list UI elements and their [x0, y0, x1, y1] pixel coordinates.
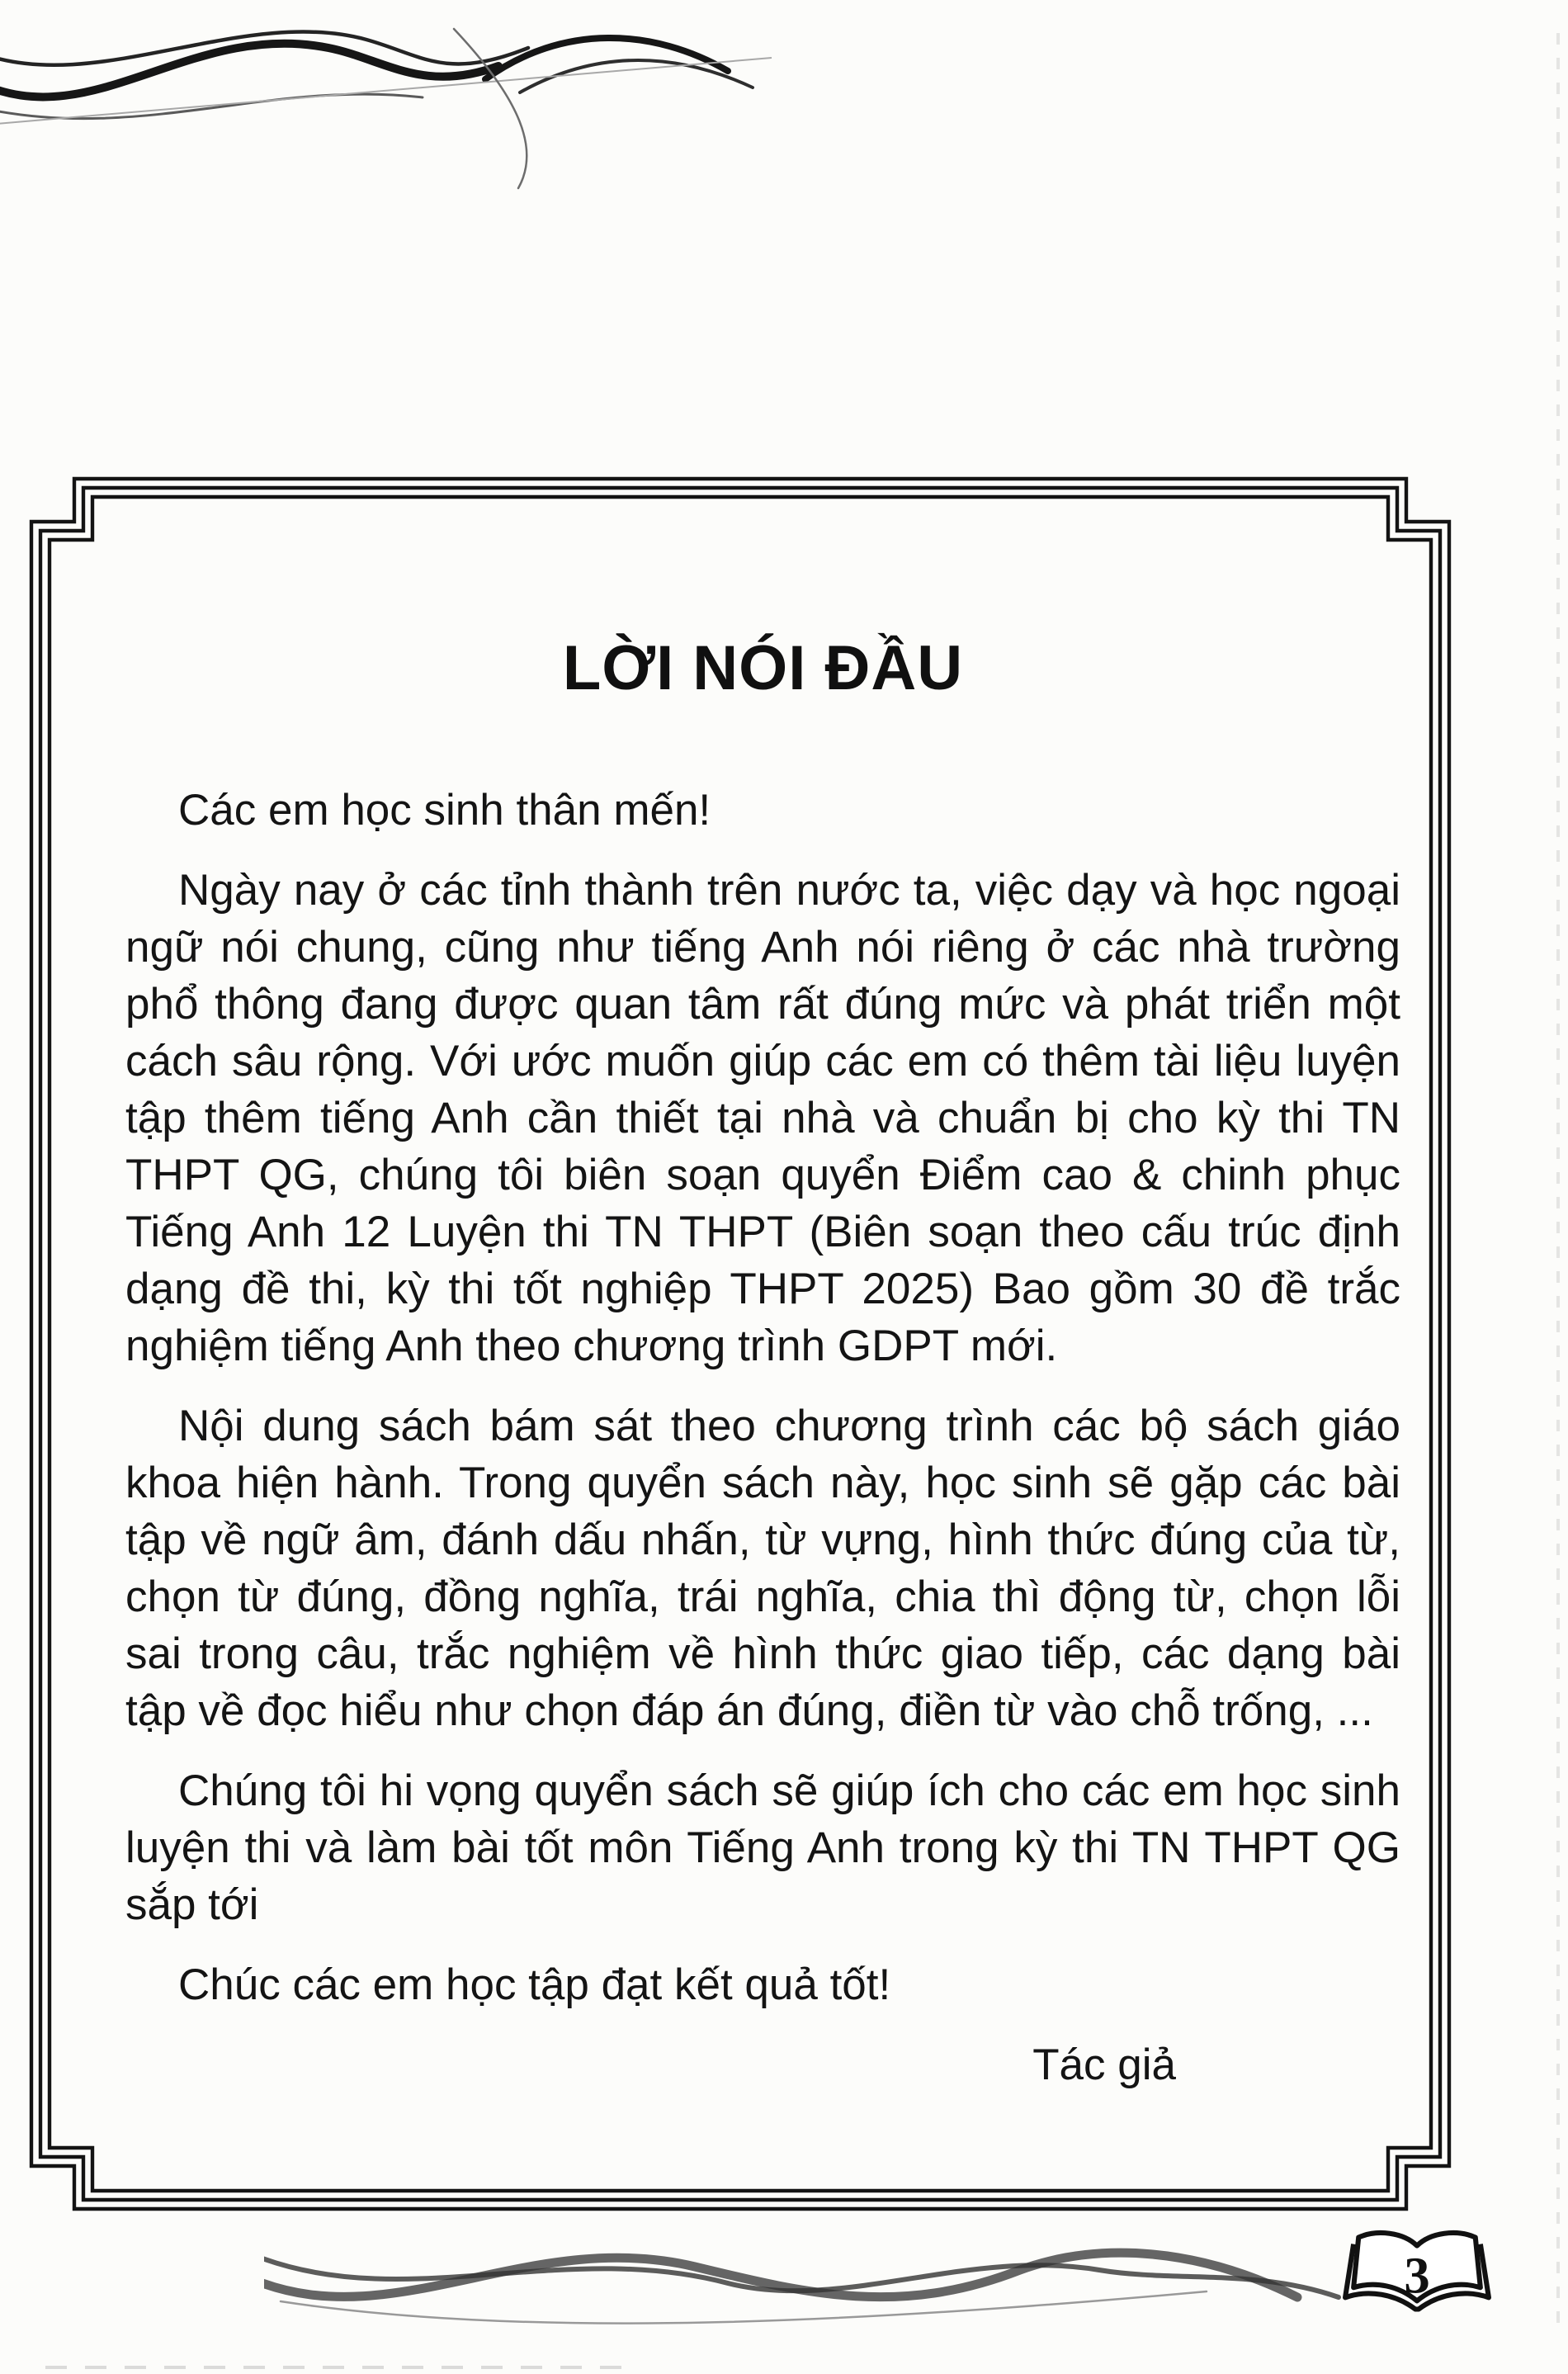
preface-content	[125, 632, 1400, 2093]
page-number: 3	[1404, 2246, 1430, 2305]
scan-artifact-bottom-edge	[45, 2366, 640, 2369]
closing-line: Chúc các em học tập đạt kết quả tốt!	[178, 1960, 891, 2009]
scan-artifact-right-edge	[1556, 33, 1560, 2328]
page-number-badge	[1342, 2222, 1492, 2323]
book-icon	[1342, 2222, 1492, 2323]
bottom-flourish-decoration	[264, 2219, 1353, 2351]
paragraph-intro: Ngày nay ở các tỉnh thành trên nước ta, việc dạy và học ngoại ngữ nói chung, cũng như tiếng Anh nói riêng ở các nhà trường phổ thông đang được quan tâm rất đúng mức và phát triển một cách sâu rộng. Với ước muốn giúp các em có thêm tài liệu luyện tập thêm tiếng Anh cần thiết tại nhà và chuẩn bị cho kỳ thi TN THPT QG, chúng tôi biên soạn quyển Điểm cao & chinh phục Tiếng Anh 12 Luyện thi TN THPT (Biên soạn theo cấu trúc định dạng đề thi, kỳ thi tốt nghiệp THPT 2025) Bao gồm 30 đề trắc nghiệm tiếng Anh theo chương trình GDPT mới.	[125, 866, 1400, 1370]
greeting-line: Các em học sinh thân mến!	[178, 786, 711, 835]
paragraph-hope: Chúng tôi hi vọng quyển sách sẽ giúp ích cho các em học sinh luyện thi và làm bài tốt môn Tiếng Anh trong kỳ thi TN THPT QG sắp tới	[125, 1766, 1400, 1929]
page-title: LỜI NÓI ĐẦU	[562, 633, 964, 703]
paragraph-contents: Nội dung sách bám sát theo chương trình các bộ sách giáo khoa hiện hành. Trong quyển sách này, học sinh sẽ gặp các bài tập về ngữ âm, đánh dấu nhấn, từ vựng, hình thức đúng của từ, chọn từ đúng, đồng nghĩa, trái nghĩa, chia thì động từ, chọn lỗi sai trong câu, trắc nghiệm về hình thức giao tiếp, các dạng bài tập về đọc hiểu như chọn đáp án đúng, điền từ vào chỗ trống, ...	[125, 1402, 1400, 1735]
author-signature: Tác giả	[1032, 2041, 1176, 2089]
